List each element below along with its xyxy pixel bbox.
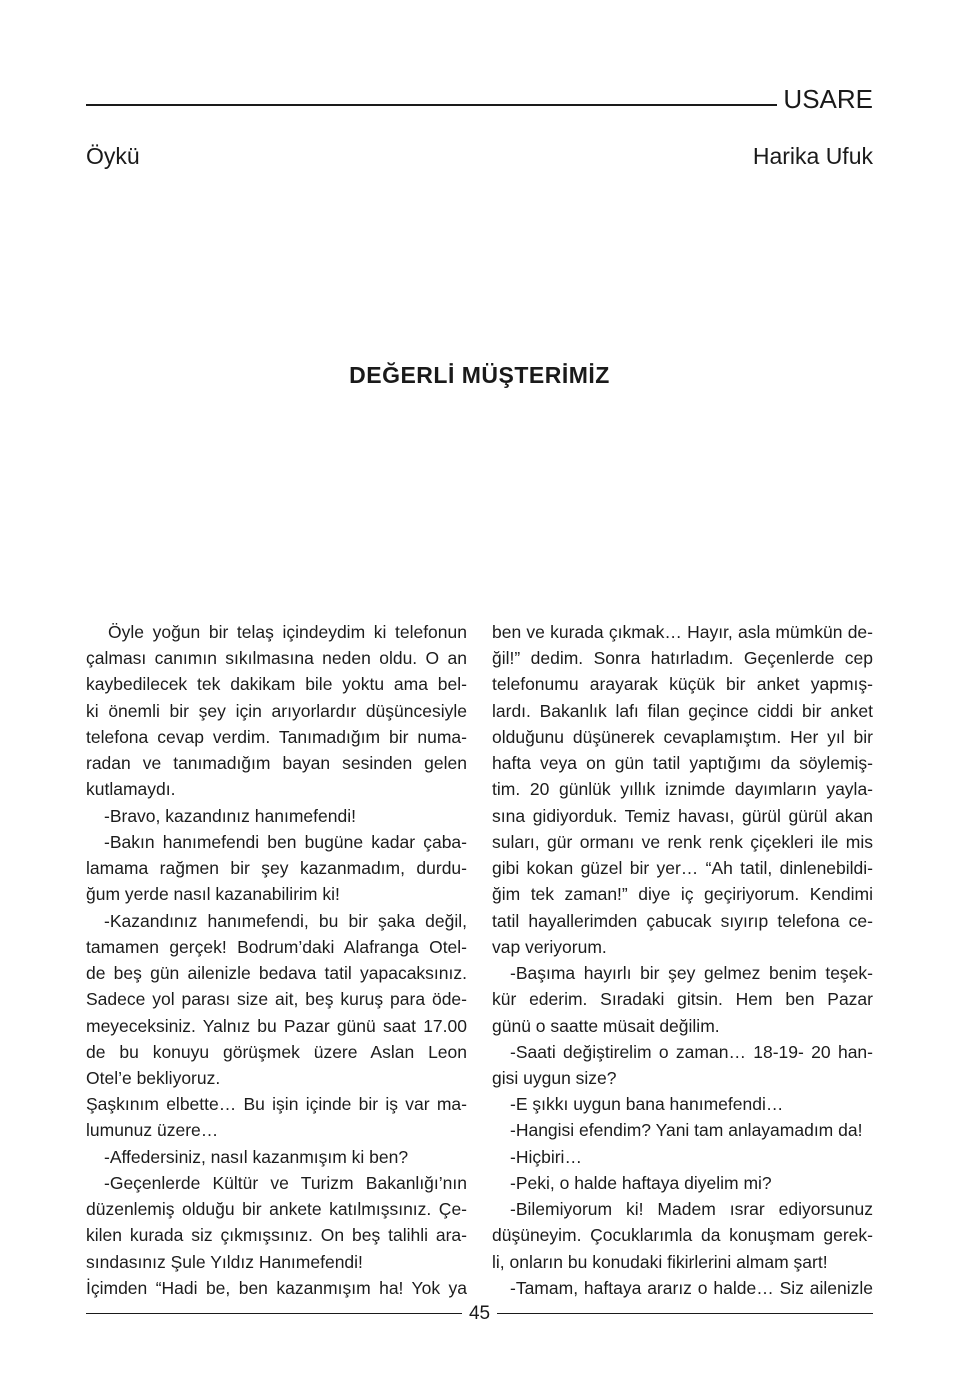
text-line: suları, gür ormanı ve renk renk çiçekleri ile mis — [492, 831, 873, 852]
paragraph — [492, 1039, 873, 1091]
paragraph — [86, 1144, 467, 1170]
text-line: kür ederim. Sıradaki gitsin. Hem ben Pazar — [492, 989, 873, 1010]
publication-name: USARE — [783, 84, 873, 114]
paragraph — [86, 1091, 467, 1143]
text-line: telefonumu arayarak küçük bir anket yapmış- — [492, 674, 873, 695]
paragraph — [492, 1275, 873, 1301]
text-line: ğil!” dedim. Sonra hatırladım. Geçenlerde cep — [492, 648, 873, 669]
paragraph — [492, 1091, 873, 1117]
text-line: İçimden “Hadi be, ben kazanmışım ha! Yok ya — [86, 1277, 467, 1298]
paragraph — [86, 803, 467, 829]
text-line: kilen kurada siz çıkmışsınız. On beş talihli ara- — [86, 1225, 467, 1246]
paragraph — [86, 1275, 467, 1301]
text-line: -Affedersiniz, nasıl kazanmışım ki ben? — [104, 1146, 409, 1167]
text-line: düzenlemiş olduğu bir ankete katılmışsınız. Çe- — [86, 1199, 467, 1220]
text-line: tatil hayallerimden çabucak sıyırıp telefona ce- — [492, 910, 873, 931]
text-line: tim. 20 günlük yıllık iznimde dayımların yayla- — [492, 779, 873, 800]
text-line: sına gidiyorduk. Temiz havası, gürül gürül akan — [492, 805, 873, 826]
text-line: Öyle yoğun bir telaş içindeydim ki telefonun — [108, 622, 467, 642]
text-line: -Bakın hanımefendi ben bugüne kadar çaba- — [104, 831, 467, 852]
story-column-left — [86, 619, 467, 1301]
text-line: vap veriyorum. — [492, 936, 607, 957]
paragraph — [86, 829, 467, 908]
page-number: 45 — [468, 1303, 491, 1324]
text-line: -Peki, o halde haftaya diyelim mi? — [510, 1172, 772, 1193]
author-name: Harika Ufuk — [752, 143, 873, 169]
text-line: tamamen gerçek! Bodrum’daki Alafranga Otel- — [86, 936, 467, 957]
text-line: sındasınız Şule Yıldız Hanımefendi! — [86, 1251, 363, 1272]
story-title: DEĞERLİ MÜŞTERİMİZ — [349, 362, 610, 388]
text-line: Sadece yol parası size ait, beş kuruş para öde- — [86, 989, 467, 1010]
header-rule — [86, 104, 777, 106]
paragraph — [492, 1144, 873, 1170]
text-line: ki önemli bir şey için arıyorlardır düşüncesiyle — [86, 700, 467, 721]
text-line: ğim tek zaman!” diye iç geçiriyorum. Kendimi — [492, 884, 873, 905]
paragraph — [86, 908, 467, 1092]
text-line: gibi kokan güzel bir yer… “Ah tatil, dinlenebildi- — [492, 858, 873, 879]
text-line: çalması canımın sıkılmasına neden oldu. O an — [86, 648, 467, 669]
paragraph — [492, 1117, 873, 1143]
text-line: lamama rağmen bir şey kazanmadım, durdu- — [86, 858, 467, 879]
text-line: lardı. Bakanlık lafı filan geçince ciddi bir anket — [492, 700, 873, 721]
text-line: Şaşkınım elbette… Bu işin içinde bir iş var ma- — [86, 1094, 467, 1115]
paragraph — [492, 1170, 873, 1196]
text-line: -Bravo, kazandınız hanımefendi! — [104, 805, 356, 826]
paragraph — [492, 960, 873, 1039]
paragraph — [492, 619, 873, 960]
text-line: Otel’e bekliyoruz. — [86, 1067, 221, 1088]
text-line: kutlamaydı. — [86, 779, 176, 800]
text-line: kaybedilecek tek dakikam bile yoktu ama bel- — [86, 674, 467, 695]
story-column-right — [492, 619, 873, 1301]
text-line: -Hangisi efendim? Yani tam anlayamadım da! — [510, 1120, 863, 1141]
text-line: ben ve kurada çıkmak… Hayır, asla mümkün de- — [492, 622, 873, 642]
text-line: lumunuz üzere… — [86, 1120, 219, 1141]
paragraph — [492, 1196, 873, 1275]
paragraph — [86, 1170, 467, 1275]
text-line: gisi uygun size? — [492, 1067, 617, 1088]
text-line: -Hiçbiri… — [510, 1146, 582, 1167]
page-footer — [86, 1304, 873, 1323]
text-line: düşüneyim. Çocuklarımla da konuşmam gerek- — [492, 1225, 873, 1246]
text-line: -Tamam, haftaya ararız o halde… Siz ailenizle — [510, 1277, 873, 1298]
text-line: li, onların bu konudaki fikirlerini almam şart! — [492, 1251, 828, 1272]
text-line: -E şıkkı uygun bana hanımefendi… — [510, 1094, 784, 1115]
text-line: de beş gün ailenizle bedava tatil yapacaksınız. — [86, 963, 467, 984]
text-line: meyeceksiniz. Yalnız bu Pazar günü saat 17.00 — [86, 1015, 467, 1036]
text-line: günü o saatte müsait değilim. — [492, 1015, 720, 1036]
section-label: Öykü — [86, 143, 140, 169]
text-line: olduğunu düşünerek cevaplamıştım. Her yıl bir — [492, 726, 873, 747]
paragraph — [86, 619, 467, 803]
text-line: -Kazandınız hanımefendi, bu bir şaka değil, — [104, 910, 467, 931]
footer-rule-right — [497, 1313, 873, 1315]
text-line: telefona cevap verdim. Tanımadığım bir numa- — [86, 726, 467, 747]
text-line: -Bilemiyorum ki! Madem ısrar ediyorsunuz — [510, 1199, 873, 1220]
text-line: radan ve tanımadığım bayan sesinden gelen — [86, 753, 467, 774]
footer-rule-left — [86, 1313, 462, 1315]
text-line: -Saati değiştirelim o zaman… 18-19- 20 han- — [510, 1041, 873, 1062]
text-line: hafta veya on gün tatil yaptığımı da söylemiş- — [492, 753, 873, 774]
text-line: -Geçenlerde Kültür ve Turizm Bakanlığı’nın — [104, 1172, 467, 1193]
text-line: -Başıma hayırlı bir şey gelmez benim teşek- — [510, 963, 873, 984]
text-line: de bu konuyu görüşmek üzere Aslan Leon — [86, 1041, 467, 1062]
text-line: ğum yerde nasıl kazanabilirim ki! — [86, 884, 340, 905]
